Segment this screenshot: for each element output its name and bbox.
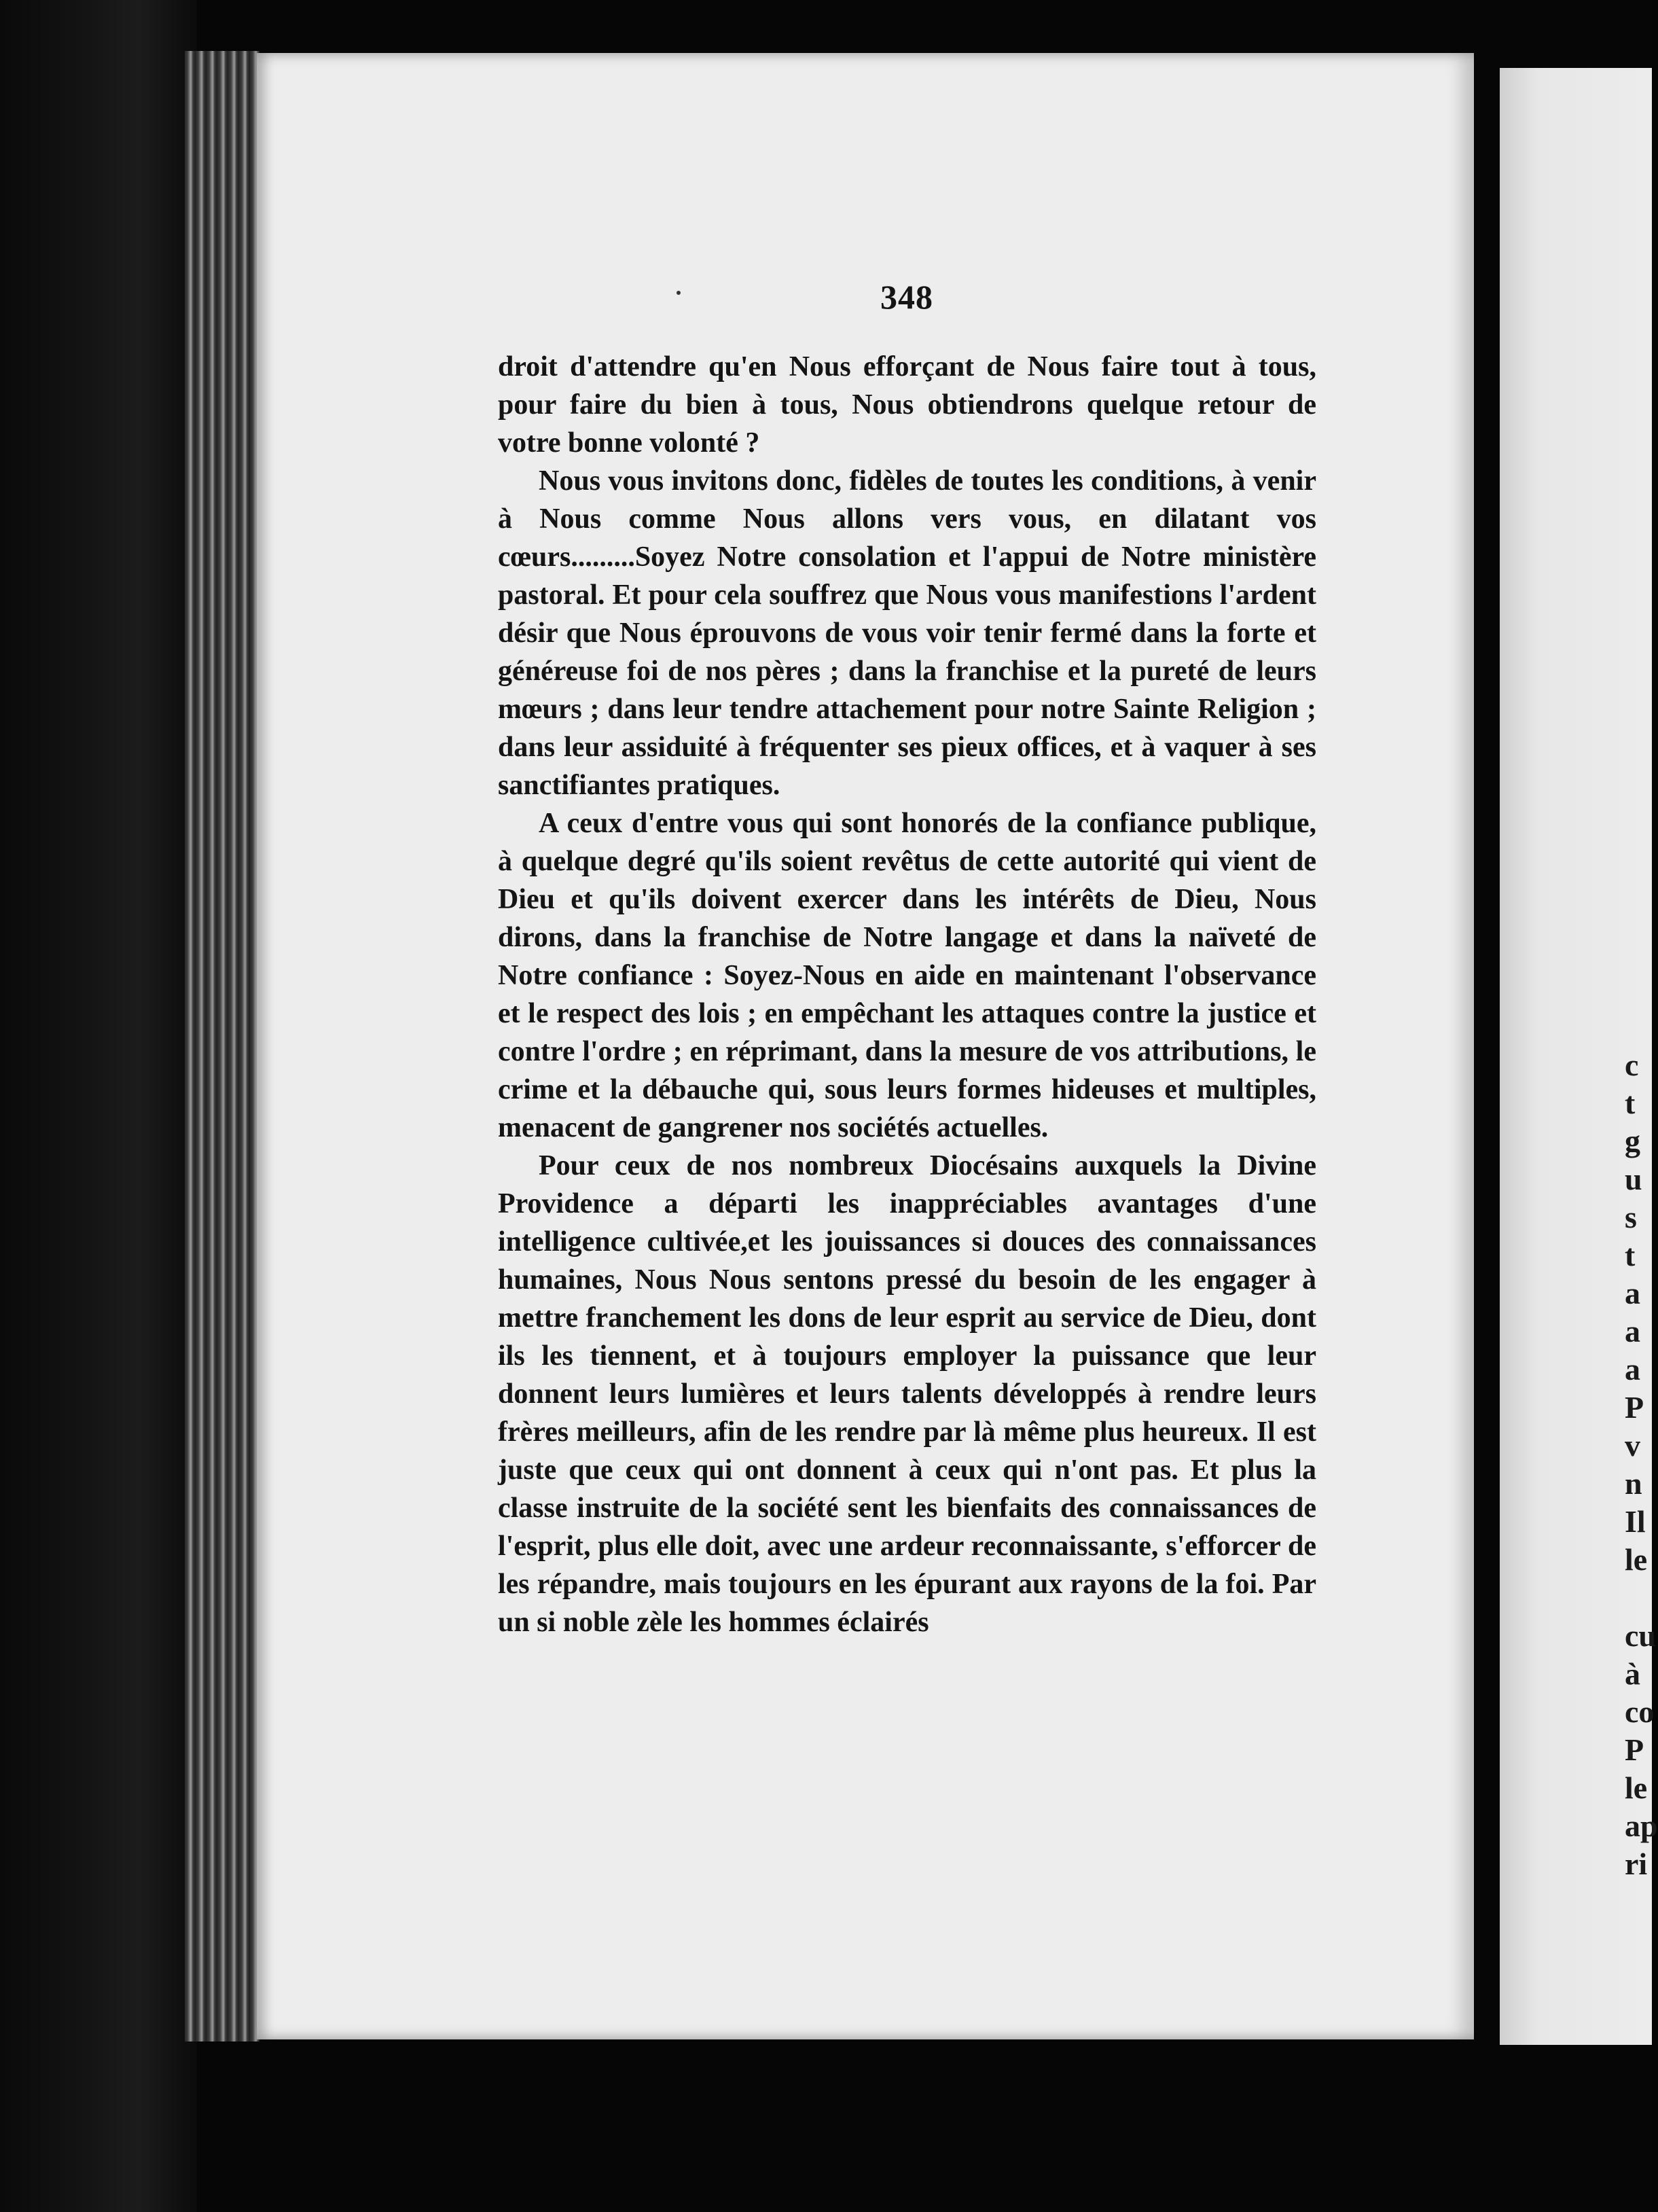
next-page-letter: a: [1625, 1276, 1640, 1310]
next-page-letter: v: [1625, 1428, 1640, 1463]
page-text: [498, 348, 1316, 1641]
paragraph: Pour ceux de nos nombreux Diocésains auxquels la Divine Providence a départi les inappréciables avantages d'une intelligence cultivée,et les jouissances si douces des connaissances humaines, Nous Nous sentons pressé du besoin de les engager à mettre franchement les dons de leur esprit au service de Dieu, dont ils les tiennent, et à toujours employer la puissance que leur donnent leurs lumières et leurs talents développés à rendre leurs frères meilleurs, afin de les rendre par là même plus heureux. Il est juste que ceux qui ont donnent à ceux qui n'ont pas. Et plus la classe instruite de la société sent les bienfaits des connaissances de l'esprit, plus elle doit, avec une ardeur reconnaissante, s'efforcer de les répandre, mais toujours en les épurant aux rayons de la foi. Par un si noble zèle les hommes éclairés: [498, 1150, 1316, 1638]
next-page-letter: n: [1625, 1466, 1642, 1501]
page-number: 348: [880, 278, 933, 316]
next-page-letter: ap: [1625, 1808, 1658, 1843]
next-page-letter: ri: [1625, 1847, 1648, 1881]
next-page-letter: a: [1625, 1314, 1640, 1349]
next-page-letter: le: [1625, 1542, 1648, 1577]
next-page-letter: t: [1625, 1086, 1636, 1120]
page-edge-stack: [185, 51, 259, 2041]
next-page-letter: P: [1625, 1390, 1644, 1425]
paragraph: Nous vous invitons donc, fidèles de toutes les conditions, à venir à Nous comme Nous allons vers vous, en dilatant vos cœurs.........Soyez Notre consolation et l'appui de Notre ministère pastoral. Et pour cela souffrez que Nous vous manifestions l'ardent désir que Nous éprouvons de vous voir tenir fermé dans la forte et généreuse foi de nos pères ; dans la franchise et la pureté de leurs mœurs ; dans leur tendre attachement pour notre Sainte Religion ; dans leur assiduité à fréquenter ses pieux offices, et à vaquer à ses sanctifiantes pratiques.: [498, 465, 1316, 801]
next-page-letter: t: [1625, 1238, 1636, 1272]
next-page-letter: c: [1625, 1048, 1639, 1082]
next-page-letter: co: [1625, 1694, 1655, 1729]
next-page-letter: cu: [1625, 1618, 1656, 1653]
next-page-letter: a: [1625, 1352, 1640, 1387]
next-page-letter: à: [1625, 1656, 1640, 1691]
paragraph: droit d'attendre qu'en Nous efforçant de Nous faire tout à tous, pour faire du bien à tous, Nous obtiendrons quelque retour de votre bonne volonté ?: [498, 351, 1316, 459]
next-page-letter: s: [1625, 1200, 1637, 1234]
library-stamp-mark: [1501, 2181, 1569, 2204]
next-page-letter: le: [1625, 1770, 1648, 1805]
next-page-letter: u: [1625, 1162, 1642, 1196]
next-page-letter: Il: [1625, 1504, 1646, 1539]
book-binding-shadow: [0, 0, 197, 2212]
next-page-letter: P: [1625, 1732, 1644, 1767]
ink-speck: [677, 291, 681, 295]
paragraph: A ceux d'entre vous qui sont honorés de la confiance publique, à quelque degré qu'ils soient revêtus de cette autorité qui vient de Dieu et qu'ils doivent exercer dans les intérêts de Dieu, Nous dirons, dans la franchise de Notre langage et dans la naïveté de Notre confiance : Soyez-Nous en aide en maintenant l'observance et le respect des lois ; en empêchant les attaques contre la justice et contre l'ordre ; en réprimant, dans la mesure de vos attributions, le crime et la débauche qui, sous leurs formes hideuses et multiples, menacent de gangrener nos sociétés actuelles.: [498, 808, 1316, 1143]
next-page-letter: g: [1625, 1124, 1640, 1158]
